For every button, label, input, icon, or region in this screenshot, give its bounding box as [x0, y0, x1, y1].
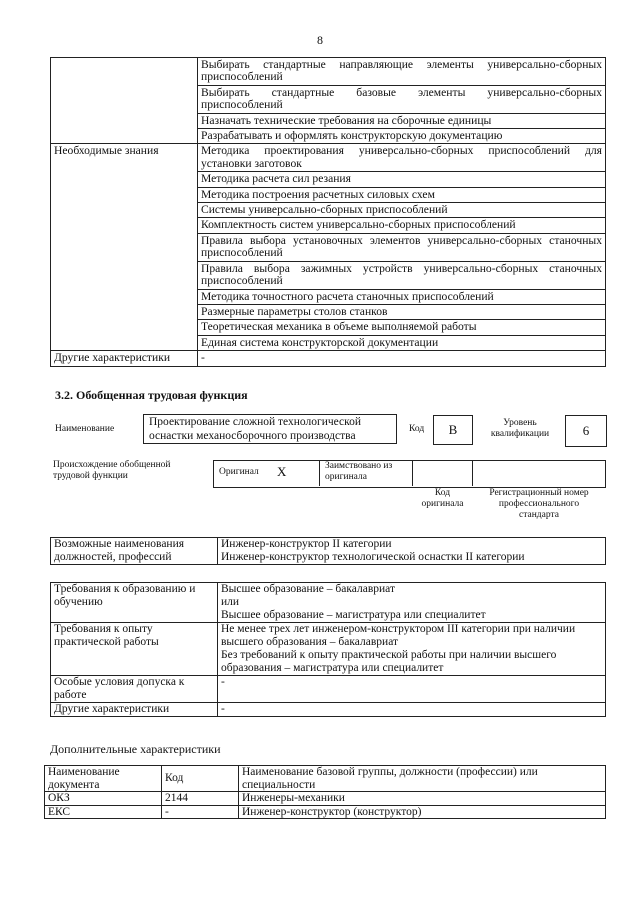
knowledge-item: Теоретическая механика в объеме выполняемой работы: [198, 320, 606, 335]
function-name-label: Наименование: [55, 424, 115, 434]
requirement-line: Высшее образование – магистратура или специалитет: [221, 609, 486, 621]
origin-label: Происхождение обобщенной трудовой функции: [53, 460, 171, 481]
knowledge-label: Необходимые знания: [51, 144, 198, 351]
position-item: Инженер-конструктор технологической оснастки II категории: [221, 551, 525, 563]
header-group-name: Наименование базовой группы, должности (профессии) или специальности: [239, 766, 606, 792]
knowledge-item: Методика точностного расчета станочных приспособлений: [198, 289, 606, 304]
knowledge-item: Правила выбора зажимных устройств универсально-сборных станочных приспособлений: [198, 261, 606, 289]
knowledge-item: Правила выбора установочных элементов универсально-сборных станочных приспособлений: [198, 233, 606, 261]
origin-divider: [472, 460, 473, 486]
experience-requirements-label: Требования к опыту практической работы: [51, 623, 218, 676]
qualification-level-label: Уровень квалификации: [490, 418, 550, 439]
requirement-line: Без требований к опыту практической работы при наличии высшего образования – магистратура или специалитет: [221, 649, 557, 674]
code-original-caption: Код оригинала: [421, 488, 464, 509]
code-label: Код: [409, 424, 425, 434]
knowledge-item: Единая система конструкторской документации: [198, 335, 606, 350]
skill-item: Разрабатывать и оформлять конструкторскую документацию: [198, 129, 606, 144]
requirement-line: Не менее трех лет инженером-конструктором III категории при наличии высшего образования – бакалавриат: [221, 623, 576, 648]
skill-item: Выбирать стандартные базовые элементы универсально-сборных приспособлений: [198, 85, 606, 113]
additional-characteristics-title: Дополнительные характеристики: [50, 742, 221, 756]
skill-item: Назначать технические требования на сборочные единицы: [198, 113, 606, 128]
cell-document: ЕКС: [45, 805, 162, 819]
origin-divider: [319, 460, 320, 486]
admission-conditions-label: Особые условия допуска к работе: [51, 676, 218, 703]
borrowed-label: Заимствовано из оригинала: [325, 461, 393, 482]
requirements-table: [50, 582, 606, 717]
cell-code: -: [162, 805, 239, 819]
requirement-line: или: [221, 596, 240, 608]
admission-conditions-value: -: [218, 676, 606, 703]
knowledge-item: Методика проектирования универсально-сборных приспособлений для установки заготовок: [198, 144, 606, 172]
knowledge-item: Комплектность систем универсально-сборных приспособлений: [198, 218, 606, 233]
skills-knowledge-table: [50, 57, 606, 367]
knowledge-item: Методика расчета сил резания: [198, 172, 606, 187]
education-requirements-label: Требования к образованию и обучению: [51, 583, 218, 623]
code-value-box: B: [433, 415, 473, 445]
positions-values: [218, 538, 606, 565]
cell-group-name: Инженер-конструктор (конструктор): [239, 805, 606, 819]
original-label: Оригинал: [219, 467, 259, 477]
cell-group-name: Инженеры-механики: [239, 792, 606, 806]
table-row: [45, 792, 606, 806]
experience-requirements-value: [218, 623, 606, 676]
cell-document: ОКЗ: [45, 792, 162, 806]
registration-number-caption: Регистрационный номер профессионального стандарта: [489, 488, 589, 520]
other-characteristics-label: Другие характеристики: [51, 351, 198, 366]
knowledge-item: Размерные параметры столов станков: [198, 304, 606, 319]
original-mark: X: [277, 464, 287, 479]
positions-label: Возможные наименования должностей, профессий: [51, 538, 218, 565]
table-row: [45, 805, 606, 819]
page-number: 8: [317, 33, 323, 47]
position-item: Инженер-конструктор II категории: [221, 538, 392, 550]
other-characteristics-value: -: [218, 703, 606, 717]
origin-divider: [412, 460, 413, 486]
function-name-box: Проектирование сложной технологической оснастки механосборочного производства: [143, 414, 397, 444]
header-document: Наименование документа: [45, 766, 162, 792]
skill-item: Выбирать стандартные направляющие элементы универсально-сборных приспособлений: [198, 58, 606, 86]
qualification-level-box: 6: [565, 415, 607, 447]
knowledge-item: Системы универсально-сборных приспособлений: [198, 203, 606, 218]
cell-code: 2144: [162, 792, 239, 806]
requirement-line: Высшее образование – бакалавриат: [221, 583, 395, 595]
skills-label-cell: [51, 58, 198, 144]
additional-characteristics-table: [44, 765, 606, 819]
other-characteristics-label: Другие характеристики: [51, 703, 218, 717]
other-characteristics-value: -: [198, 351, 606, 366]
education-requirements-value: [218, 583, 606, 623]
knowledge-item: Методика построения расчетных силовых схем: [198, 187, 606, 202]
header-code: Код: [162, 766, 239, 792]
section-title: 3.2. Обобщенная трудовая функция: [55, 388, 248, 402]
positions-table: [50, 537, 606, 565]
